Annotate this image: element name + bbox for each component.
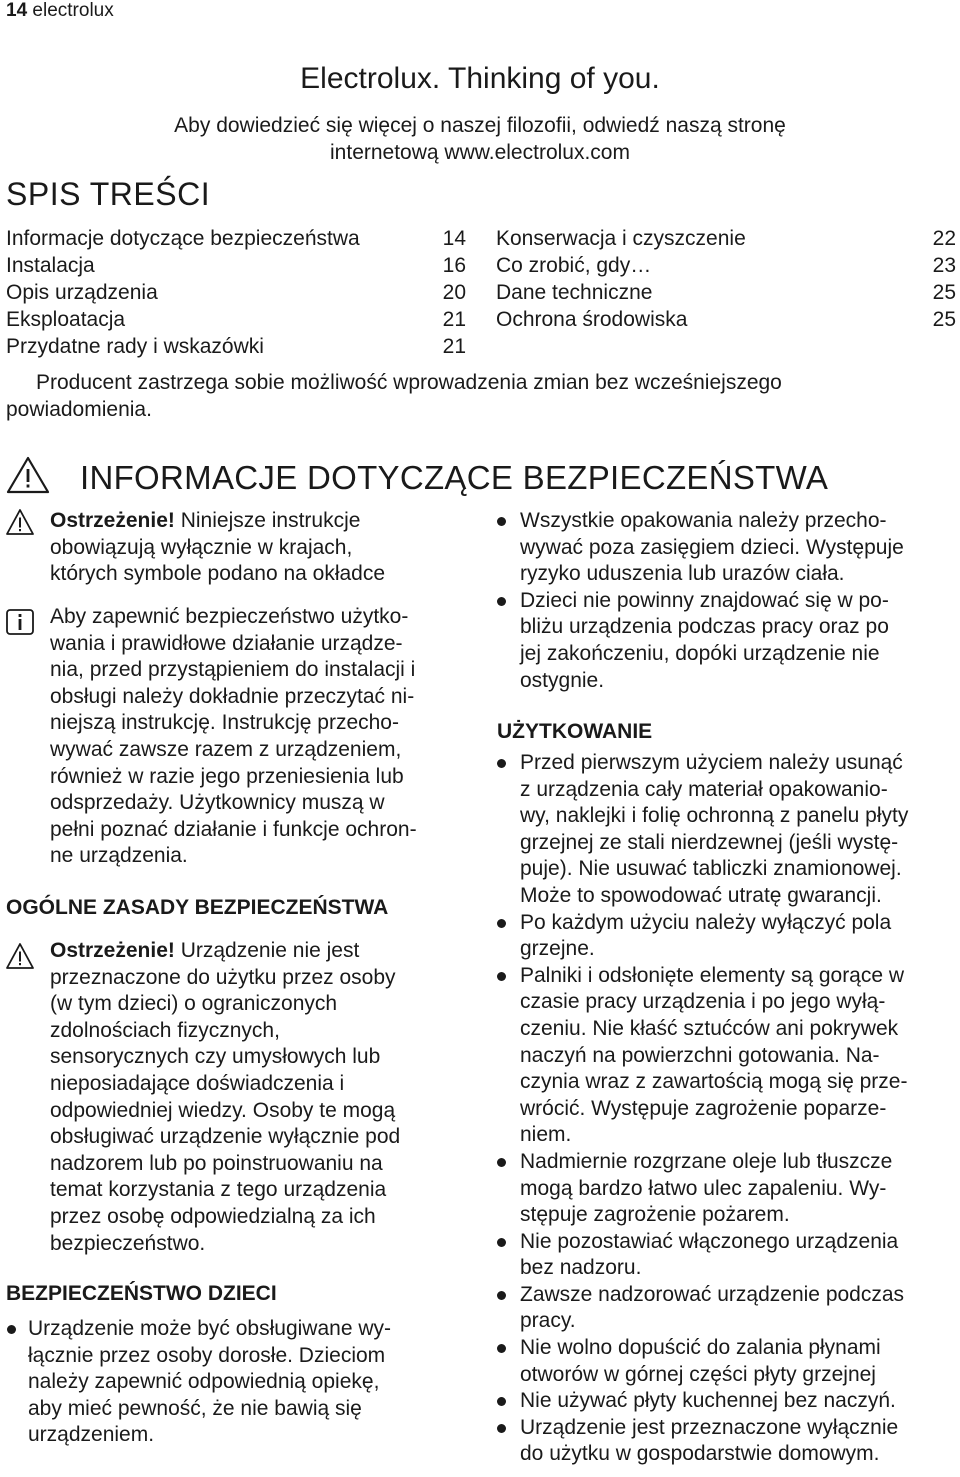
child-safety-list — [6, 1316, 466, 1449]
list-item: Zawsze nadzorować urządzenie podczas pracy. — [494, 1282, 956, 1335]
toc-entry[interactable]: Konserwacja i czyszczenie 22 — [496, 227, 956, 250]
list-item: Urządzenie jest przeznaczone wyłącznie do użytku w gospodarstwie domowym. — [494, 1415, 956, 1468]
list-item: Urządzenie może być obsługiwane wy- łącznie przez osoby dorosłe. Dzieciom należy zapewnić odpowiednią opiekę, aby mieć pewność, że nie bawią się urządzeniem. — [6, 1316, 466, 1449]
list-item: Nadmiernie rozgrzane oleje lub tłuszcze mogą bardzo łatwo ulec zapaleniu. Wy- stępuje zagrożenie pożarem. — [494, 1149, 956, 1229]
toc-entry[interactable]: Dane techniczne 25 — [496, 281, 956, 304]
list-item: Dzieci nie powinny znajdować się w po- bliżu urządzenia podczas pracy oraz po jej zakończeniu, dopóki urządzenie nie ostygnie. — [494, 588, 956, 694]
info-icon — [5, 608, 35, 636]
list-item: Nie wolno dopuścić do zalania płynami otworów w górnej części płyty grzejnej — [494, 1335, 956, 1388]
section-title: INFORMACJE DOTYCZĄCE BEZPIECZEŃSTWA — [80, 459, 829, 496]
toc-entry[interactable]: Instalacja 16 — [6, 254, 466, 277]
warning-icon — [5, 942, 35, 970]
toc-left-column — [6, 225, 466, 360]
warning-icon — [5, 508, 35, 536]
list-item: Palniki i odsłonięte elementy są gorące w czasie pracy urządzenia i po jego wyłą- czeniu. Nie kłaść sztućców ani pokrywek naczyń na powierzchni gotowania. Na- czynia wraz z zawartością mogą się prze- wrócić. Występuje zagrożenie poparze- niem. — [494, 963, 956, 1149]
toc-title: SPIS TREŚCI — [6, 176, 211, 212]
toc-entry[interactable]: Co zrobić, gdy… 23 — [496, 254, 956, 277]
packaging-list — [494, 508, 956, 694]
general-safety-heading: OGÓLNE ZASADY BEZPIECZEŃSTWA — [6, 896, 389, 919]
toc-entry[interactable]: Opis urządzenia 20 — [6, 281, 466, 304]
warning-block-countries: Ostrzeżenie! Niniejsze instrukcje obowiązują wyłącznie w krajach, których symbole podano na okładce — [50, 509, 386, 586]
list-item: Nie używać płyty kuchennej bez naczyń. — [494, 1388, 956, 1415]
list-item: Nie pozostawiać włączonego urządzenia bez nadzoru. — [494, 1229, 956, 1282]
toc-entry[interactable]: Przydatne rady i wskazówki 21 — [6, 335, 466, 358]
general-warning-block: Ostrzeżenie! Urządzenie nie jest przeznaczone do użytku przez osoby (w tym dzieci) o ograniczonych zdolnościach fizycznych, sensorycznych czy umysłowych lub nieposiadające doświadczenia i odpowiedniej wiedzy. Osoby te mogą obsługiwać urządzenie wyłącznie pod nadzorem lub po poinstruowaniu na temat korzystania z tego urządzenia przez osobę odpowiedzialną za ich bezpieczeństwo. — [50, 939, 401, 1255]
usage-list — [494, 750, 956, 1468]
list-item: Przed pierwszym użyciem należy usunąć z urządzenia cały materiał opakowanio- wy, naklejki i folię ochronną z panelu płyty grzejnej ze stali nierdzewnej (jeśli wystę- puje). Nie usuwać tabliczki znamionowej. Może to spowodować utratę gwarancji. — [494, 750, 956, 910]
child-safety-heading: BEZPIECZEŃSTWO DZIECI — [6, 1282, 277, 1305]
tagline-subtitle: Aby dowiedzieć się więcej o naszej filozofii, odwiedź naszą stronę internetową www.electrolux.com — [174, 114, 786, 164]
toc-entry[interactable]: Ochrona środowiska 25 — [496, 308, 956, 331]
list-item: Wszystkie opakowania należy przecho- wywać poza zasięgiem dzieci. Występuje ryzyko uduszenia lub urazów ciała. — [494, 508, 956, 588]
producer-note-cont: powiadomienia. — [6, 398, 152, 421]
usage-heading: UŻYTKOWANIE — [497, 720, 653, 743]
info-block: Aby zapewnić bezpieczeństwo użytko- wania i prawidłowe działanie urządze- nia, przed przystąpieniem do instalacji i obsługi należy dokładnie przeczytać ni- niejszą instrukcję. Instrukcję przecho- wywać zawsze razem z urządzeniem, również w razie jego przeniesienia lub odsprzedaży. Użytkownicy muszą w pełni poznać działanie i funkcje ochron- ne urządzenia. — [50, 605, 417, 868]
list-item: Po każdym użyciu należy wyłączyć pola grzejne. — [494, 910, 956, 963]
page-number: 14 — [6, 0, 28, 21]
toc-entry[interactable]: Informacje dotyczące bezpieczeństwa 14 — [6, 227, 466, 250]
warning-triangle-icon — [6, 455, 50, 495]
toc-right-column — [496, 225, 956, 333]
producer-note: Producent zastrzega sobie możliwość wprowadzenia zmian bez wcześniejszego — [36, 371, 782, 394]
page-header — [6, 0, 114, 22]
toc-entry[interactable]: Eksploatacja 21 — [6, 308, 466, 331]
brand-name: electrolux — [32, 0, 114, 21]
tagline-title: Electrolux. Thinking of you. — [300, 62, 660, 95]
